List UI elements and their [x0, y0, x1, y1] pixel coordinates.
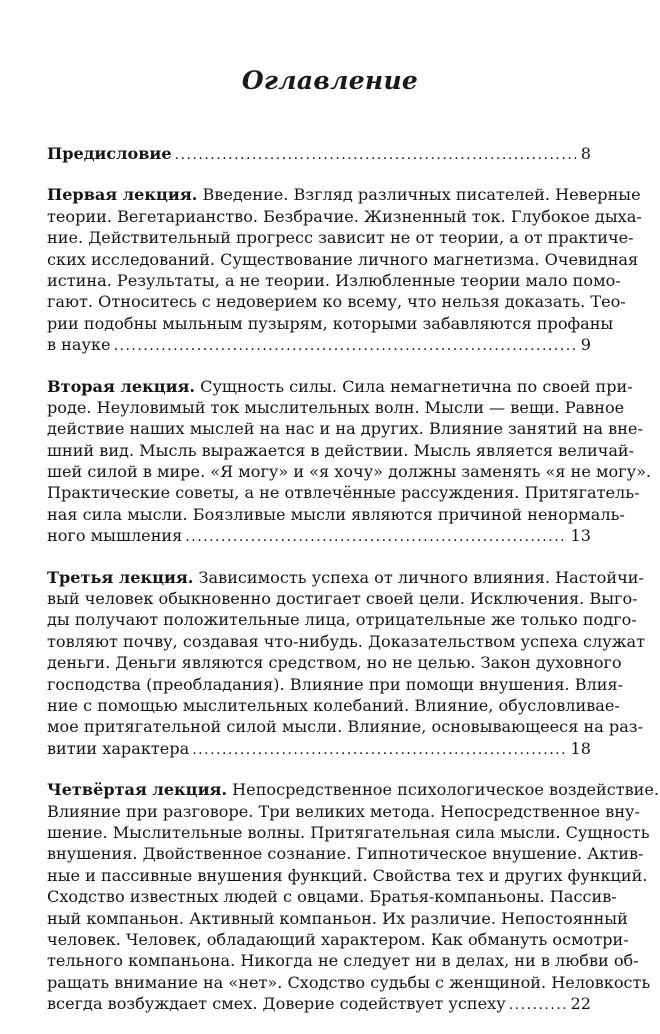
toc-entry-line: шение. Мыслительные волны. Притягательная сила мысли. Сущность	[47, 822, 650, 842]
page-title: Оглавление	[241, 66, 419, 95]
dot-leader	[192, 740, 565, 761]
toc-entry-lecture-1[interactable]	[47, 184, 642, 355]
toc-entry-line: шей силой в мире. «Я могу» и «я хочу» должны заменять «я не могу».	[47, 462, 652, 482]
toc-entry-line: тельного компаньона. Никогда не следует ни в делах, ни в любви об-	[47, 951, 639, 971]
dot-leader	[509, 995, 566, 1016]
toc-entry-line: ные и пассивные внушения функций. Свойства тех и других функций.	[47, 865, 648, 885]
toc-entry-line: гают. Относитесь с недоверием ко всему, что нельзя доказать. Тео-	[47, 292, 626, 312]
toc-entry-line: ние с помощью мыслительных колебаний. Влияние, обусловливае-	[47, 695, 620, 715]
toc-entry-line: ских исследований. Существование личного магнетизма. Очевидная	[47, 249, 639, 269]
toc-entry-heading: Предисловие	[47, 144, 172, 163]
toc-entry-last-line	[47, 143, 591, 164]
toc-page-number: 18	[570, 738, 591, 758]
toc-entry-last-line	[47, 334, 591, 355]
toc-entry-line: деньги. Деньги являются средством, но не целью. Закон духовного	[47, 653, 622, 673]
toc-entry-text: ного мышления	[47, 526, 183, 546]
dot-leader	[114, 336, 576, 357]
toc-entry-last-line	[47, 993, 591, 1014]
toc-entry-lecture-2[interactable]	[47, 376, 652, 547]
toc-entry-lecture-4[interactable]	[47, 779, 660, 1014]
toc-entry-line: роде. Неуловимый ток мыслительных волн. Мысли — вещи. Равное	[47, 397, 625, 417]
toc-entry-line: ная сила мысли. Боязливые мысли являются причиной ненормаль-	[47, 504, 625, 524]
dot-leader	[175, 145, 576, 166]
toc-page-number: 13	[570, 526, 591, 546]
toc-entry-line: теории. Вегетарианство. Безбрачие. Жизненный ток. Глубокое дыха-	[47, 206, 642, 226]
toc-entry-heading: Вторая лекция.	[47, 376, 196, 396]
toc-entry-line	[47, 779, 660, 800]
toc-entry-line: господства (преобладания). Влияние при помощи внушения. Влия-	[47, 674, 624, 694]
toc-entry-heading: Третья лекция.	[47, 567, 194, 587]
toc-entry-text: Введение. Взгляд различных писателей. Неверные	[197, 185, 641, 205]
toc-entry-line: человек. Человек, обладающий характером. Как обмануть осмотри-	[47, 929, 629, 949]
toc-entry-text: Сущность силы. Сила немагнетична по своей при-	[195, 376, 633, 396]
toc-entry-last-line	[47, 525, 591, 546]
toc-entry-text: всегда возбуждает смех. Доверие содействует успеху	[47, 994, 506, 1014]
toc-entry-line: ращать внимание на «нет». Сходство судьбы с женщиной. Неловкость	[47, 972, 651, 992]
toc-entry-line: истина. Результаты, а не теории. Излюбленные теории мало помо-	[47, 270, 621, 290]
toc-entry-text: витии характера	[47, 738, 190, 758]
toc-entry-line: рии подобны мыльным пузырям, которыми забавляются профаны	[47, 313, 614, 333]
toc-entry-line: ды получают положительные лица, отрицательные же только подго-	[47, 610, 637, 630]
toc-entry-line	[47, 567, 644, 588]
toc-entry-text: в науке	[47, 335, 111, 355]
toc-entry-line: действие наших мыслей на нас и на других. Влияние занятий на вне-	[47, 419, 643, 439]
toc-entry-line: шний вид. Мысль выражается в действии. Мысль является величай-	[47, 440, 635, 460]
toc-entry-line: Практические советы, а не отвлечённые рассуждения. Притягатель-	[47, 483, 640, 503]
table-of-contents	[47, 143, 660, 1034]
toc-entry-heading: Четвёртая лекция.	[47, 780, 228, 800]
dot-leader	[185, 527, 565, 548]
toc-entry-line: ние. Действительный прогресс зависит не от теории, а от практиче-	[47, 228, 634, 248]
toc-entry-line	[47, 184, 641, 205]
toc-entry-heading: Первая лекция.	[47, 185, 198, 205]
toc-page-number: 9	[580, 335, 591, 355]
toc-entry-line: внушения. Двойственное сознание. Гипнотическое внушение. Актив-	[47, 844, 644, 864]
toc-page-number: 22	[570, 994, 591, 1014]
toc-page-number: 8	[580, 144, 591, 163]
toc-entry-preface[interactable]	[47, 143, 591, 164]
toc-entry-text: Зависимость успеха от личного влияния. Настойчи-	[193, 567, 644, 587]
toc-entry-line: товляют почву, создавая что-нибудь. Доказательством успеха служат	[47, 631, 646, 651]
toc-entry-line	[47, 376, 633, 397]
toc-entry-last-line	[47, 738, 591, 759]
toc-entry-line: ный компаньон. Активный компаньон. Их различие. Непостоянный	[47, 908, 628, 928]
toc-entry-line: Сходство известных людей с овцами. Братья-компаньоны. Пассив-	[47, 887, 617, 907]
toc-entry-line: мое притягательной силой мысли. Влияние, основывающееся на раз-	[47, 717, 644, 737]
toc-entry-text: Непосредственное психологическое воздействие.	[227, 780, 660, 800]
toc-entry-lecture-3[interactable]	[47, 567, 646, 760]
toc-entry-line: Влияние при разговоре. Три великих метода. Непосредственное вну-	[47, 801, 640, 821]
toc-entry-line: вый человек обыкновенно достигает своей цели. Исключения. Выго-	[47, 589, 638, 609]
